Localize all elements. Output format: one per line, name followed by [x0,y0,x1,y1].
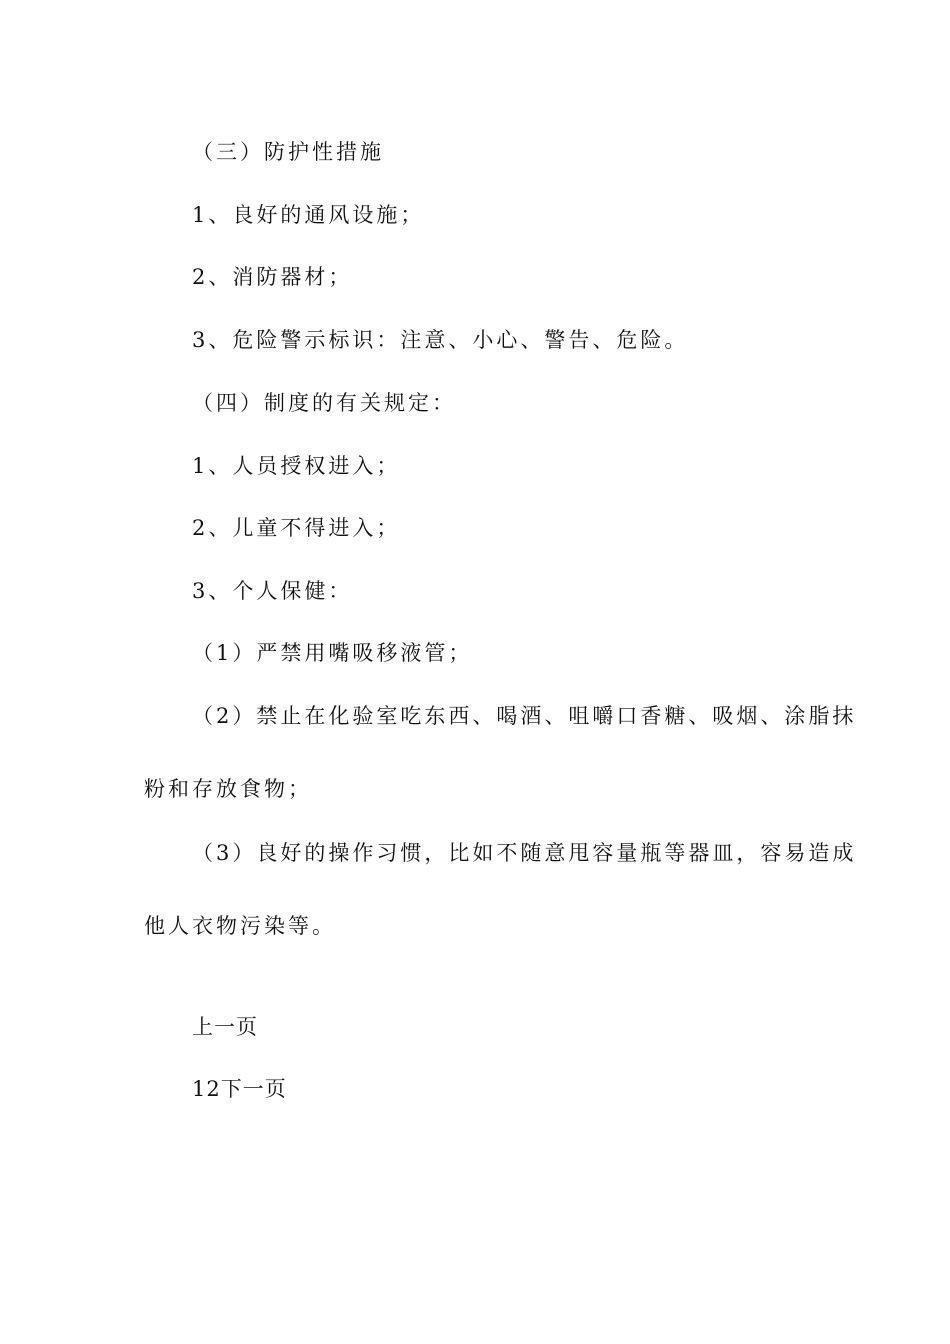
page-navigation [192,1075,287,1103]
list-item-ventilation: 1、良好的通风设施； [192,203,425,227]
list-item-no-children: 2、儿童不得进入； [192,516,401,540]
page-numbers[interactable]: 12 [192,1077,221,1101]
list-item-fire-equipment: 2、消防器材； [192,265,353,289]
prev-page-link[interactable]: 上一页 [192,1015,258,1039]
next-page-link[interactable]: 下一页 [220,1077,287,1101]
sub-item-good-habits-line2: 他人衣物污染等。 [144,914,336,938]
section-heading-regulations: （四）制度的有关规定： [192,391,456,415]
sub-item-pipette: （1）严禁用嘴吸移液管； [192,641,473,665]
sub-item-no-eating-line1: （2）禁止在化验室吃东西、喝酒、咀嚼口香糖、吸烟、涂脂抹 [192,704,857,728]
list-item-authorized-entry: 1、人员授权进入； [192,454,401,478]
list-item-warning-signs: 3、危险警示标识：注意、小心、警告、危险。 [192,328,689,352]
sub-item-good-habits-line1: （3）良好的操作习惯，比如不随意甩容量瓶等器皿，容易造成 [192,841,857,865]
sub-item-no-eating-line2: 粉和存放食物； [144,777,312,801]
list-item-personal-health: 3、个人保健： [192,579,353,603]
section-heading-protective-measures: （三）防护性措施 [192,140,384,164]
